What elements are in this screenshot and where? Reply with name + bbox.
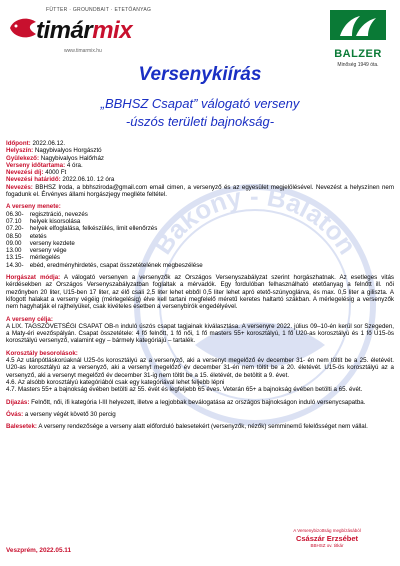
info-block	[6, 140, 394, 184]
signature-role: A Versenybizottság megbízásából	[293, 528, 361, 533]
schedule-item: 07.10 helyek kisorsolása	[6, 217, 81, 225]
horgaszat-paragraph: Horgászat módja: A válogató versenyen a versenyzők az Országos Versenyszabályzat szerint horgászhatnak. Az esetleges vitás kérdésekben az Országos Versenyszabályzatban foglaltak a mérvadók. Egy fordulóban felhasználható etetőanyag a felnőtt ill. női mezőnyben 20 liter, U15-ben 17 liter, az élő csali 2,5 liter lehet ebből 0,5 liter lehet apró etető-szúnyoglárva, és max. 0,5 liter a gilisztа. A kifogott halakat a verseny végéig (mérlegelésig) élve kell tartani megfelelő méretű keretes haltartó szákban. A mérlegelésig a versenyzők nem hagyhatják el rajthelyüket, csak kivételes esetben a versenybírók engedélyével.	[6, 274, 394, 311]
menetrend-heading: A verseny menete:	[6, 203, 61, 211]
page-title: Versenykiírás	[138, 64, 262, 85]
schedule-item: 07.20- helyek elfoglalása, felkészülés, limit ellenőrzés	[6, 225, 158, 233]
footer-date: Veszprém, 2022.05.11	[6, 547, 72, 554]
logo-url: www.timarmix.hu	[64, 48, 102, 54]
watermark-text: Bakony - Balaton	[147, 180, 363, 260]
logo-tagline: FÜTTER · GROUNDBAIT · ETETŐANYAG	[46, 7, 152, 13]
celja-paragraph: A LIX. TAGSZÖVETSÉGI CSAPAT OB-n induló úszós csapat tagjainak kiválasztása. A versenyre 2022. július 09–10-én kerül sor Szegeden, a Maty-éri evezőspályán. Csapat összetétele: 4 fő felnőtt, 1 fő női, 1 fő masters 55+ korosztályú, 1 fő U20-as korosztályú és 1 fő U15-ös korosztályú versenyző, valamint egy – bármely kategóriájú – tartalék.	[6, 322, 394, 345]
korosztaly-item: 4.5 Az utánpótláskorúaknál U25-ös korosztályú az a versenyző, aki a versenyt megelőző év december 31- én nem töltit be a 25. életévét. U20-as korosztályú az a versenyző, aki a versenyt megelőző év december 31-én nem töltit be a 20. életévét. U15-ös korosztályú az a versenyző, aki a versenyt megelőző év december 31-ig nem töltit be a 15. életévét, de betöltit a 9. évet.	[6, 357, 394, 379]
ovas-paragraph: Óvás: a verseny végét követő 30 percig	[6, 410, 116, 418]
schedule-list	[6, 211, 394, 269]
schedule-item: 13.00 verseny vége	[6, 247, 67, 255]
document-body	[6, 140, 394, 430]
korosztaly-list	[6, 357, 394, 393]
schedule-item: 08.50 etetés	[6, 232, 47, 240]
schedule-item: 06.30- regisztráció, nevezés	[6, 210, 88, 218]
timarmix-logo	[6, 4, 156, 54]
schedule-item: 14.30- ebéd, eredményhirdetés, csapat összetételének megbeszélése	[6, 261, 203, 269]
korosztaly-item: 4.6. Az alsóbb korosztályú kategóriából csak egy kategóriával lehet feljebb lépni	[6, 378, 225, 386]
balesetek-paragraph: Balesetek: A verseny rendezősége a verseny alatt előforduló balesetekért (versenyzők, nézők) semminemű felelősséget nem vállal.	[6, 423, 368, 431]
schedule-item: 13.15- mérlegelés	[6, 254, 60, 262]
korosztaly-item: 4.7. Masters 55+ a bajnokság évében betölti az 55. évét és legfeljebb 65 éves. Veterán 65+ a bajnokság évében betölti a 65. évét.	[6, 386, 363, 394]
celja-heading: A verseny célja:	[6, 315, 53, 323]
balzer-since: Minőség 1949 óta.	[337, 62, 379, 68]
balzer-brand: BALZER	[334, 48, 382, 60]
fish-icon	[8, 14, 38, 42]
signature-block	[272, 528, 382, 548]
logo-brand: timármix	[36, 17, 133, 44]
signature-name: Császár Erzsébet	[295, 534, 359, 543]
info-row: Helyszín: Nagybivalyos Horgásztó	[6, 147, 102, 155]
subtitle-line2: -úszós területi bajnokság-	[125, 114, 275, 129]
info-row: Nevezési díj: 4000 Ft	[6, 169, 67, 177]
info-row: Verseny időtartama: 4 óra.	[6, 161, 83, 169]
schedule-item: 09.00 verseny kezdete	[6, 239, 75, 247]
subtitle-line1: „BBHSZ Csapat” válogató verseny	[100, 96, 300, 111]
dijazas-paragraph: Díjazás: Felnőtt, női, ifi kategória I-III helyezett, illetve a legjobbak beválogatása az országos bajnokságon induló versenycsapatba.	[6, 398, 366, 406]
info-row: Időpont: 2022.06.12.	[6, 140, 66, 147]
info-row: Gyülekező: Nagybivalyos Halőrház	[6, 154, 105, 162]
info-row: Nevezési határidő: 2022.06.10. 12 óra	[6, 176, 115, 184]
balzer-mark-icon	[330, 10, 386, 40]
signature-title: BBHSZ ov. titkár	[310, 543, 344, 548]
korosztaly-heading: Korosztály besorolások:	[6, 349, 78, 357]
nevezes-paragraph: Nevezés: BBHSZ Iroda, a bbhsziroda@gmail.com email cimen, a versenyző és az egyesület megjelölésével. Nevezést a helyszínen nem fogadunk el. Érvényes állami horgászjegy meglléte feltétel.	[6, 183, 394, 199]
